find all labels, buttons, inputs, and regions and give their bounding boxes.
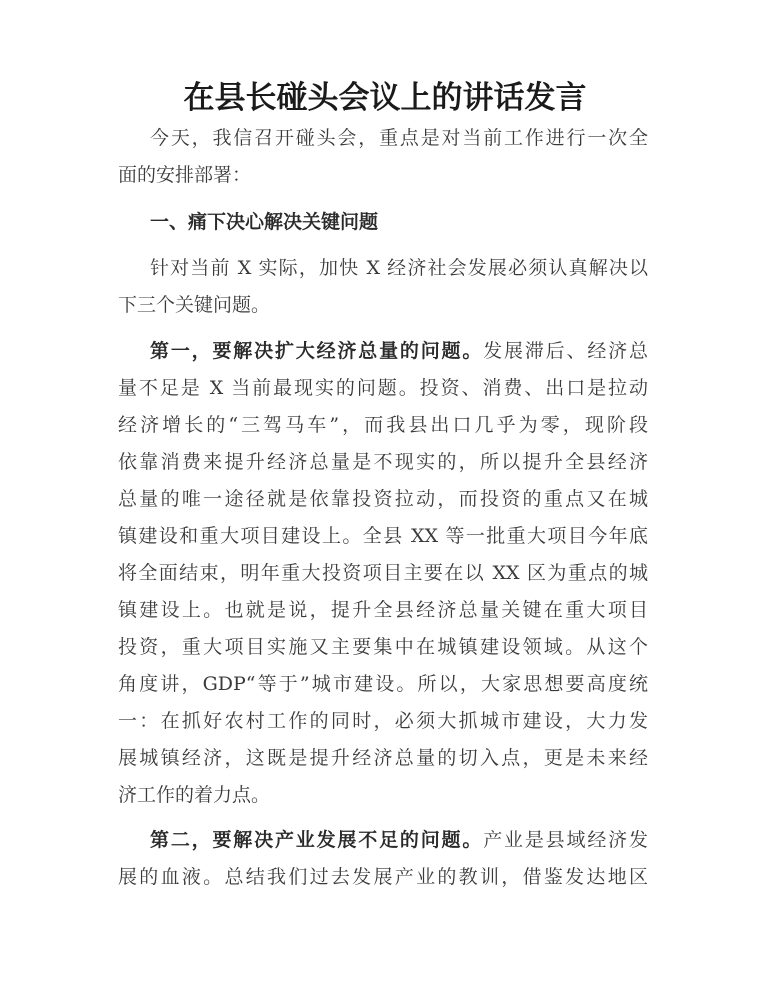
point-one-lead: 第一，要解决扩大经济总量的问题。 — [150, 340, 484, 362]
paragraph-line: 镇建设上。也就是说，提升全县经济总量关键在重大项目 — [118, 599, 648, 621]
document-title: 在县长碰头会议上的讲话发言 — [183, 80, 587, 116]
point-one-paragraph — [118, 333, 648, 814]
intro-paragraph — [118, 120, 648, 194]
paragraph-line: 一：在抓好农村工作的同时，必须大抓城市建设，大力发 — [118, 710, 648, 732]
paragraph-line: 今天，我信召开碰头会，重点是对当前工作进行一次全 — [150, 127, 648, 149]
paragraph-line: 镇建设和重大项目建设上。全县 XX 等一批重大项目今年底 — [118, 525, 648, 547]
paragraph-line: 将全面结束，明年重大投资项目主要在以 XX 区为重点的城 — [118, 562, 648, 584]
paragraph-line: 依靠消费来提升经济总量是不现实的，所以提升全县经济 — [118, 451, 648, 473]
paragraph-line: 济工作的着力点。 — [118, 784, 271, 806]
point-two-lead: 第二，要解决产业发展不足的问题。 — [150, 829, 484, 851]
point-one-first-line-text: 发展滞后、经济总 — [483, 340, 648, 362]
point-two-first-line-text: 产业是县域经济发 — [483, 829, 648, 851]
paragraph-line: 展城镇经济，这既是提升经济总量的切入点，更是未来经 — [118, 747, 648, 769]
paragraph-line: 投资，重大项目实施又主要集中在城镇建设领域。从这个 — [118, 636, 648, 658]
paragraph-line: 总量的唯一途径就是依靠投资拉动，而投资的重点又在城 — [118, 488, 648, 510]
paragraph-line: 针对当前 X 实际，加快 X 经济社会发展必须认真解决以 — [150, 257, 648, 279]
point-two-paragraph — [118, 822, 648, 896]
paragraph-line: 面的安排部署： — [118, 164, 252, 186]
section-heading: 一、痛下决心解决关键问题 — [150, 211, 379, 233]
paragraph-line: 经济增长的“三驾马车”，而我县出口几乎为零，现阶段 — [118, 414, 648, 436]
paragraph-line — [118, 333, 648, 370]
section-intro-paragraph — [118, 250, 648, 324]
paragraph-line: 下三个关键问题。 — [118, 294, 271, 316]
paragraph-line: 展的血液。总结我们过去发展产业的教训，借鉴发达地区 — [118, 866, 648, 888]
paragraph-line — [118, 822, 648, 859]
paragraph-line: 角度讲，GDP“等于”城市建设。所以，大家思想要高度统 — [118, 673, 648, 695]
paragraph-line: 量不足是 X 当前最现实的问题。投资、消费、出口是拉动 — [118, 377, 648, 399]
